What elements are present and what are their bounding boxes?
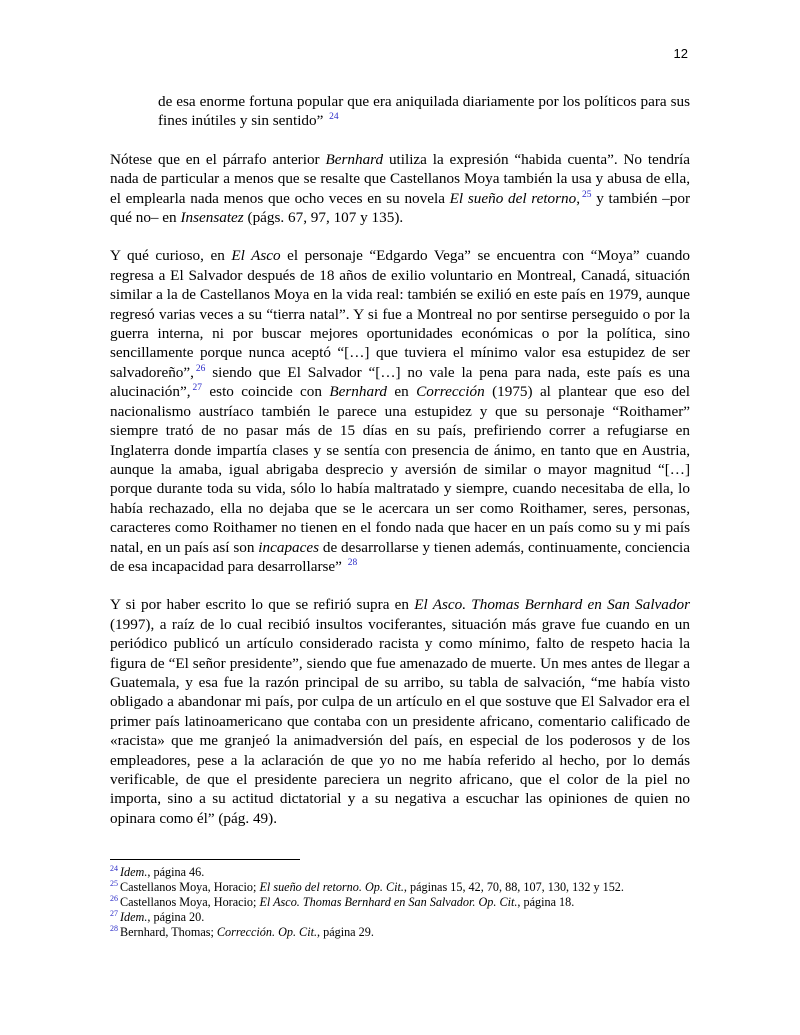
- paragraph-2: [110, 246, 690, 576]
- footnote-25: [110, 880, 710, 895]
- footnote-27: [110, 910, 710, 925]
- text-run: Y si por haber escrito lo que se refirió supra en: [110, 596, 415, 614]
- footnote-ref-26[interactable]: 26: [195, 363, 206, 374]
- italic-run: El Asco. Thomas Bernhard en San Salvador: [414, 596, 690, 614]
- text-run: utiliza la expresión “habida cuenta”. No tendría nada de particular a menos que se resalte que Castellanos Moya también la usa y abusa de ella, el emplearla nada menos que ocho veces en su novela: [110, 150, 691, 207]
- paragraph-3: [110, 595, 690, 828]
- text-run: esto coincide con: [202, 383, 330, 401]
- footnote-separator: [110, 859, 300, 860]
- footnotes: [110, 865, 710, 940]
- paragraph-1: [110, 150, 690, 228]
- quote-text: de esa enorme fortuna popular que era aniquilada diariamente por los políticos para sus fines inútiles y sin sentido”: [158, 93, 690, 130]
- footnote-text: Castellanos Moya, Horacio;: [120, 895, 260, 909]
- italic-run: El Asco: [231, 247, 281, 265]
- footnote-ref-28[interactable]: 28: [347, 557, 358, 568]
- footnote-text: Castellanos Moya, Horacio;: [120, 880, 260, 894]
- text-run: el personaje “Edgardo Vega” se encuentra con “Moya” cuando regresa a El Salvador después de 18 años de exilio voluntario en Montreal, Canadá, situación similar a la de Castellanos Moya en la vida real: también se exilió en este país en 1979, aunque regresó varias veces a su “tierra natal”. Y si fue a Montreal no por sentirse perseguido o por la guerra interna, ni por buscar mejores oportunidades económicas o por la política, sino sencillamente porque nunca aceptó “[…] que tuviera el mínimo valor esa estupidez de ser salvadoreño”,: [110, 247, 690, 381]
- document-body: [110, 92, 690, 847]
- footnote-24: [110, 865, 710, 880]
- footnote-number: 27: [110, 908, 118, 918]
- italic-run: Corrección: [416, 383, 485, 401]
- footnote-italic: Idem.: [120, 910, 148, 924]
- footnote-text: , página 18.: [517, 895, 575, 909]
- footnote-ref-25[interactable]: 25: [582, 189, 592, 200]
- footnote-number: 26: [110, 893, 118, 903]
- footnote-text: , página 20.: [147, 910, 205, 924]
- text-run: de desarrollarse y tienen además, continuamente, conciencia de esa incapacidad para desarrollarse”: [110, 538, 690, 575]
- footnote-italic: Corrección. Op. Cit.: [216, 925, 318, 939]
- footnote-26: [110, 895, 710, 910]
- text-run: (págs. 67, 97, 107 y 135).: [243, 209, 404, 227]
- text-run: (1975) al plantear que eso del nacionalismo austríaco también le parece una estupidez y que su personaje “Roithamer” siempre trató de no pasar más de 15 días en su país, prefiriendo correr a refugiarse en Inglaterra donde impartía clases y se sentía con presencia de ánimo, en tanto que en Austria, aunque la amaba, igual abrigaba desprecio y aversión de similar o mayor magnitud “[…] porque durante toda su vida, sólo lo había maltratado y siempre, cuando necesitaba de ella, lo había rechazado, ella no dejaba que se le acercara un ser como Roithamer, seres, personas, caracteres como Roithamer no tienen en el fondo nada que hacer en un país como su y mi país natal, en un país así son: [110, 383, 690, 556]
- footnote-text: , páginas 15, 42, 70, 88, 107, 130, 132 y 152.: [403, 880, 624, 894]
- italic-run: incapaces: [258, 538, 320, 556]
- footnote-ref-27[interactable]: 27: [192, 383, 203, 394]
- text-run: ,: [576, 189, 581, 207]
- italic-run: El sueño del retorno: [449, 189, 577, 207]
- footnote-text: Bernhard, Thomas;: [120, 925, 217, 939]
- text-run: Y qué curioso, en: [110, 247, 232, 265]
- footnote-italic: Idem.: [120, 865, 148, 879]
- text-run: Nótese que en el párrafo anterior: [110, 150, 326, 168]
- italic-run: Bernhard: [329, 383, 388, 401]
- text-run: en: [387, 383, 417, 401]
- text-run: (1997), a raíz de lo cual recibió insultos vociferantes, situación más grave fue cuando en un periódico publicó un artículo considerado racista y como mínimo, falto de respeto hacia la figura de “El señor presidente”, siendo que fue amenazado de muerte. Un mes antes de llegar a Guatemala, y esa fue la razón principal de su arribo, su tabla de salvación, “me había visto obligado a abandonar mi país, por culpa de un artículo en el que sostuve que El Salvador era el primer país latinoamericano que contaba con un presidente africano, comentario calificado de «racista» que me granjeó la animadversión del país, en especial de los poderosos y de los empleadores, pese a la aclaración de que yo no me había referido al hecho, por lo demás verificable, de que el presidente pareciera un negrito africano, que el color de la piel no importa, sino a su actitud dictatorial y a su negativa a escuchar las opiniones de quien no opinara como él” (pág. 49).: [110, 615, 690, 827]
- footnote-text: , página 29.: [317, 925, 374, 939]
- footnote-number: 25: [110, 878, 118, 888]
- footnote-number: 28: [110, 923, 118, 933]
- page-number: 12: [673, 46, 688, 61]
- footnote-28: [110, 925, 710, 940]
- footnote-number: 24: [110, 863, 118, 873]
- footnote-text: , página 46.: [147, 865, 205, 879]
- text-run: y también –por qué no– en: [110, 189, 691, 227]
- footnote-italic: El sueño del retorno. Op. Cit.: [259, 880, 404, 894]
- italic-run: Bernhard: [325, 150, 384, 168]
- text-run: siendo que El Salvador “[…] no vale la pena para nada, este país es una alucinación”,: [110, 363, 690, 401]
- block-quote: [158, 92, 690, 131]
- footnote-ref-24[interactable]: 24: [329, 112, 339, 123]
- footnote-italic: El Asco. Thomas Bernhard en San Salvador. Op. Cit.: [259, 895, 518, 909]
- italic-run: Insensatez: [180, 209, 244, 227]
